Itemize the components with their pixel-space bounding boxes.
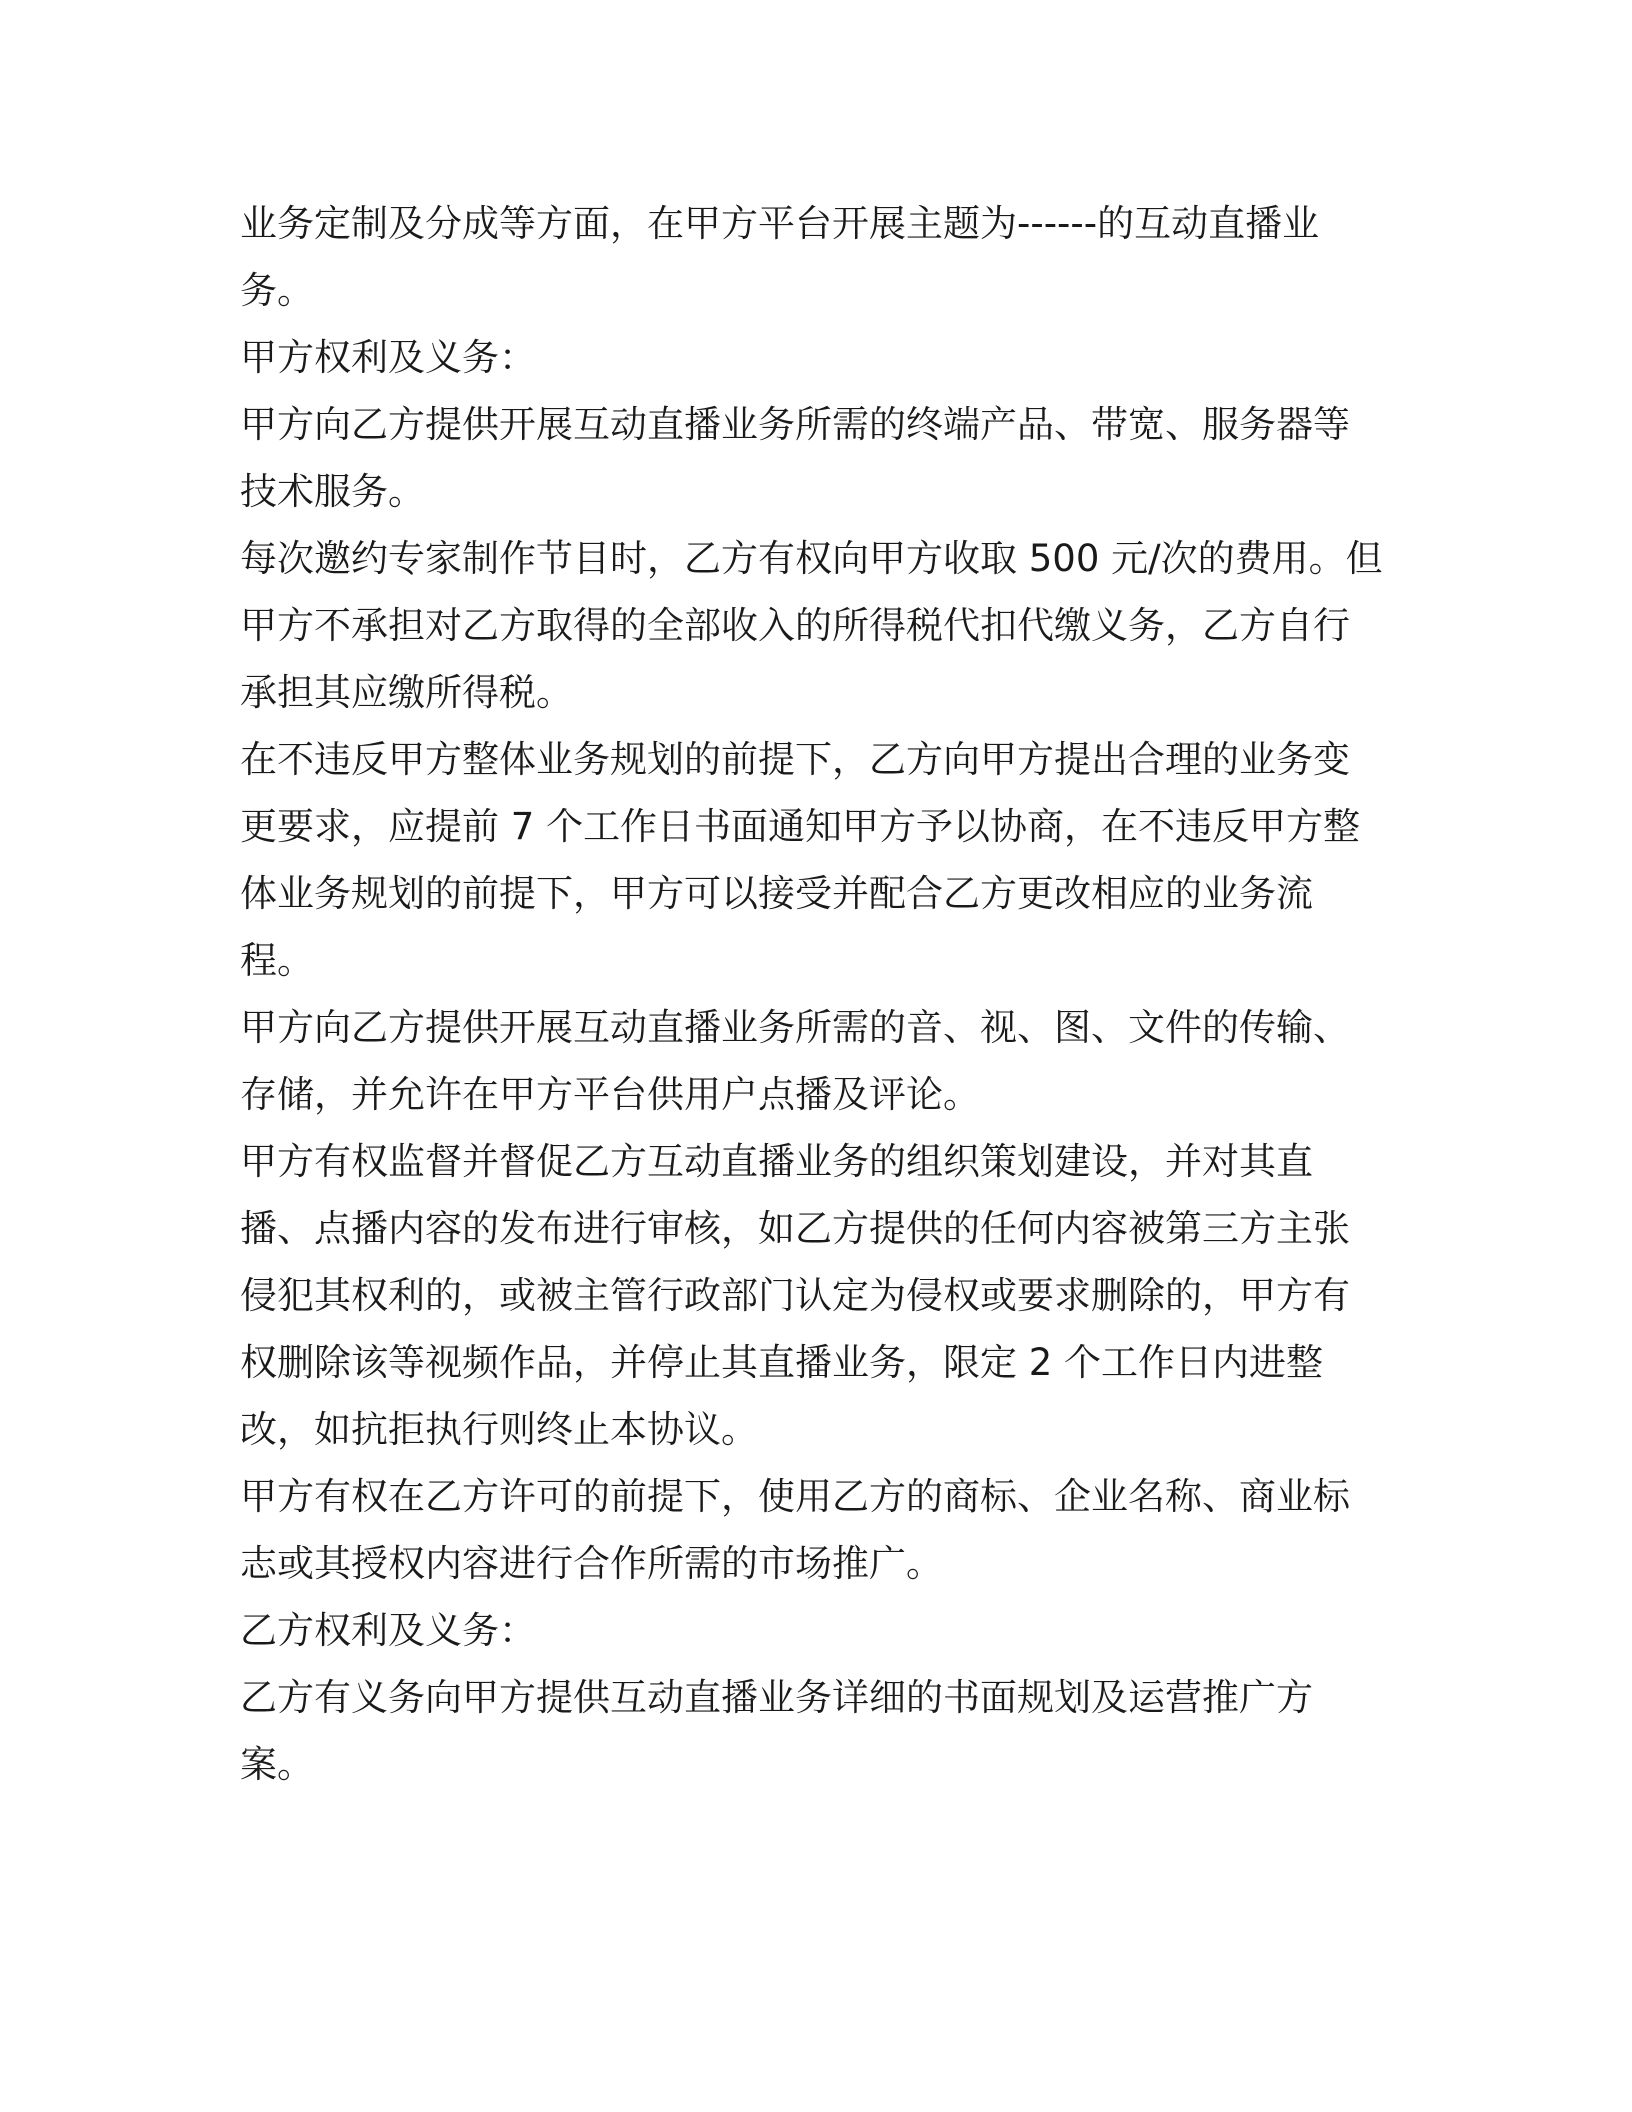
text-line: 业务定制及分成等方面，在甲方平台开展主题为------的互动直播业 <box>240 202 1320 245</box>
text-line: 每次邀约专家制作节目时，乙方有权向甲方收取 500 元/次的费用。但 <box>240 537 1383 580</box>
document-body <box>240 190 1400 1798</box>
text-line: 程。 <box>240 939 314 982</box>
text-line: 甲方有权在乙方许可的前提下，使用乙方的商标、企业名称、商业标 <box>240 1475 1350 1518</box>
text-line: 技术服务。 <box>240 470 425 513</box>
text-line: 承担其应缴所得税。 <box>240 671 573 714</box>
text-line: 存储，并允许在甲方平台供用户点播及评论。 <box>240 1073 980 1116</box>
text-line: 案。 <box>240 1743 314 1786</box>
text-line: 播、点播内容的发布进行审核，如乙方提供的任何内容被第三方主张 <box>240 1207 1350 1250</box>
text-line: 甲方有权监督并督促乙方互动直播业务的组织策划建设，并对其直 <box>240 1140 1313 1183</box>
text-line: 甲方不承担对乙方取得的全部收入的所得税代扣代缴义务，乙方自行 <box>240 604 1350 647</box>
section-heading-party-b: 乙方权利及义务： <box>240 1609 536 1652</box>
text-line: 志或其授权内容进行合作所需的市场推广。 <box>240 1542 943 1585</box>
section-heading-party-a: 甲方权利及义务： <box>240 336 536 379</box>
text-line: 体业务规划的前提下，甲方可以接受并配合乙方更改相应的业务流 <box>240 872 1313 915</box>
text-line: 权删除该等视频作品，并停止其直播业务，限定 2 个工作日内进整 <box>240 1341 1324 1384</box>
text-line: 侵犯其权利的，或被主管行政部门认定为侵权或要求删除的，甲方有 <box>240 1274 1350 1317</box>
text-line: 乙方有义务向甲方提供互动直播业务详细的书面规划及运营推广方 <box>240 1676 1313 1719</box>
text-line: 务。 <box>240 269 314 312</box>
text-line: 甲方向乙方提供开展互动直播业务所需的终端产品、带宽、服务器等 <box>240 403 1350 446</box>
text-line: 在不违反甲方整体业务规划的前提下，乙方向甲方提出合理的业务变 <box>240 738 1350 781</box>
text-line: 甲方向乙方提供开展互动直播业务所需的音、视、图、文件的传输、 <box>240 1006 1350 1049</box>
text-line: 改，如抗拒执行则终止本协议。 <box>240 1408 758 1451</box>
text-line: 更要求，应提前 7 个工作日书面通知甲方予以协商，在不违反甲方整 <box>240 805 1361 848</box>
